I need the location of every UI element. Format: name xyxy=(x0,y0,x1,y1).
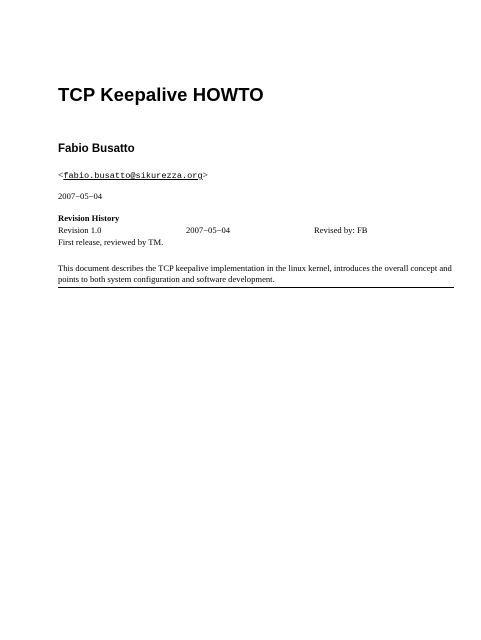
author-email-line xyxy=(58,171,208,181)
document-abstract: This document describes the TCP keepalive implementation in the linux kernel, introduces the overall concept and points to both system configuration and software development. xyxy=(58,263,452,284)
document-title: TCP Keepalive HOWTO xyxy=(58,84,264,105)
author-name: Fabio Busatto xyxy=(58,143,135,155)
revision-history-heading: Revision History xyxy=(58,213,120,223)
abstract-divider xyxy=(58,287,454,288)
author-email-link[interactable]: fabio.busatto@sikurezza.org xyxy=(63,171,203,181)
email-open-bracket: < xyxy=(58,171,64,181)
publication-date: 2007−05−04 xyxy=(58,191,103,201)
revision-history xyxy=(58,212,458,248)
revision-author: Revised by: FB xyxy=(314,225,368,235)
revision-history-row xyxy=(58,224,458,236)
revision-date: 2007−05−04 xyxy=(186,225,231,235)
revision-remark: First release, reviewed by TM. xyxy=(58,237,164,247)
revision-number: Revision 1.0 xyxy=(58,225,102,235)
email-close-bracket: > xyxy=(202,171,208,181)
